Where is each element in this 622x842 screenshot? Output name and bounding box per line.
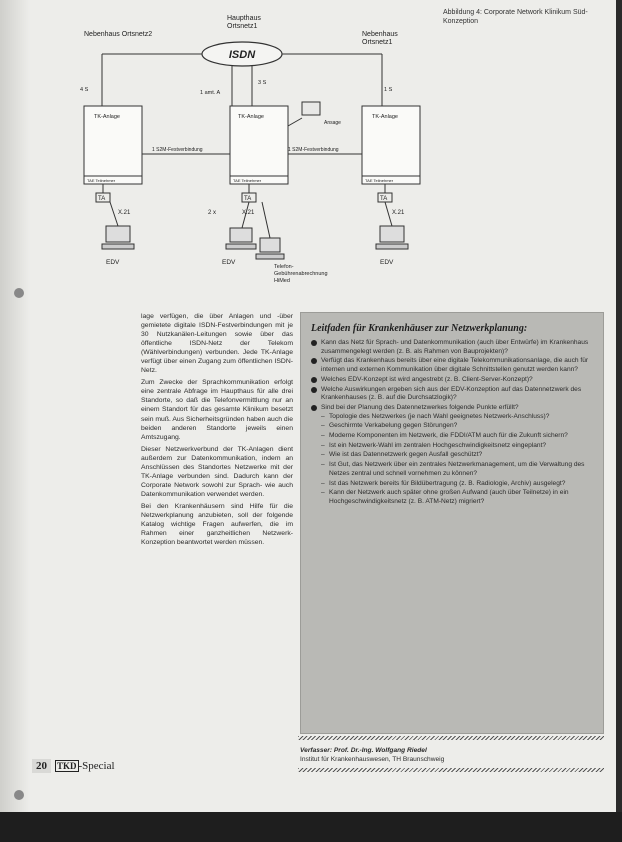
festverbindung-label-right: 1 S2M-Festverbindung <box>288 147 339 153</box>
guideline-list <box>311 339 597 507</box>
edv-label: EDV <box>380 259 394 266</box>
guideline-subitem-text: Geschirmte Verkabelung gegen Störungen? <box>329 422 458 430</box>
guideline-item-text: Welche Auswirkungen ergeben sich aus der EDV-Konzeption auf das Datennetzwerk des Krankenhauses (z. B. auf die Durchsatzlogik)? <box>321 385 582 402</box>
bullet-icon <box>311 340 317 346</box>
guideline-box <box>300 312 604 734</box>
guideline-subitem <box>321 480 597 489</box>
guideline-subitem <box>321 413 597 422</box>
magazine-logo: TKD <box>57 761 77 771</box>
author-name: Prof. Dr.-Ing. Wolfgang Riedel <box>333 747 427 754</box>
guideline-item <box>311 386 597 403</box>
guideline-item-text: Welches EDV-Konzept ist wird angestrebt (z. B. Client-Server-Konzept)? <box>321 375 533 383</box>
tk-anlage-label: TK-Anlage <box>372 114 398 120</box>
tk-teilnehmer-label: TAE Teilnehmer <box>365 178 394 183</box>
guideline-item-text: Verfügt das Krankenhaus bereits über eine digitale Telekommunikationsanlage, die auch für internen und externen Kommunikation über digitale Schnittstellen genutzt werden kann? <box>321 357 589 374</box>
bullet-icon <box>311 358 317 364</box>
dash-icon: – <box>321 432 325 440</box>
s0-left-label: 4 S <box>80 87 89 93</box>
tk-teilnehmer-label: TAE Teilnehmer <box>233 178 262 183</box>
guideline-subitem <box>321 489 597 506</box>
guideline-item-text: Kann das Netz für Sprach- und Datenkommunikation (auch über Entwürfe) im Krankenhaus zusammengelegt werden (z. B. als Rahmen von Bauprojekten)? <box>321 339 589 355</box>
body-paragraph: lage verfügen, die über Anlagen und -über gemietete digitale ISDN-Festverbindungen mit je 30 Nutzkanälen-Leitungen sowie über das öffentliche ISDN-Netz der Telekom (Wählverbindungen) verbunden. Jede TK-Anlage verfügt über einen Zugang zum öffentlichen ISDN-Netz. <box>141 313 293 375</box>
edv-label: EDV <box>106 259 120 266</box>
guideline-subitem-text: Kann der Netzwerk auch später ohne großen Aufwand (auch über Teilnetze) in ein Hochgeschwindigkeitsnetz (z. B. ATM-Netz) migriert? <box>329 489 569 505</box>
binder-hole <box>14 790 24 800</box>
guideline-sublist <box>321 413 597 507</box>
x21-label: X.21 <box>242 210 255 216</box>
guideline-subitem <box>321 442 597 451</box>
x21-label: X.21 <box>392 210 405 216</box>
author-block <box>300 746 600 764</box>
nebenhaus-left-label: Nebenhaus Ortsnetz2 <box>84 31 153 38</box>
dash-icon: – <box>321 441 325 449</box>
tk-anlage-label: TK-Anlage <box>94 114 120 120</box>
guideline-subitem-text: Topologie des Netzwerkes (je nach Wahl geeignetes Netzwerk-Anschluss)? <box>329 412 550 420</box>
guideline-subitem-text: Ist das Netzwerk bereits für Bildübertragung (z. B. Radiologie, Archiv) ausgelegt? <box>329 479 566 487</box>
bullet-icon <box>311 405 317 411</box>
guideline-subitem-text: Wie ist das Datennetzwerk gegen Ausfall geschützt? <box>329 451 483 459</box>
ansage-device-icon <box>302 102 320 115</box>
binder-hole <box>14 288 24 298</box>
magazine-name <box>55 760 115 772</box>
s0-right-label: 1 S <box>384 87 393 93</box>
telefon-abrechnung-label: Telefon-Gebührenabrechnung HiMed <box>274 264 328 284</box>
page-number: 20 <box>32 759 51 773</box>
page-footer <box>32 758 115 774</box>
ansage-label: Ansage <box>324 120 341 126</box>
guideline-subitem-text: Ist Gut, das Netzwerk über ein zentrales Netzwerkmanagement, um die Verwaltung des Netzes zentral und schnell vornehmen zu können? <box>329 461 585 477</box>
tk-teilnehmer-label: TAE Teilnehmer <box>87 178 116 183</box>
guideline-title: Leitfaden für Krankenhäuser zur Netzwerkplanung: <box>311 323 528 334</box>
guideline-item-text: Sind bei der Planung des Datennetzwerkes folgende Punkte erfüllt? <box>321 403 519 411</box>
computer-icon <box>256 202 284 259</box>
dash-icon: – <box>321 451 325 459</box>
dash-icon: – <box>321 461 325 469</box>
figure-caption: Abbildung 4: Corporate Network Klinikum Süd-Konzeption <box>443 9 588 25</box>
body-paragraph: Bei den Krankenhäusern sind Hilfe für die Netzwerkplanung anzubieten, soll der folgende Katalog wichtige Fragen aufwerfen, die im Rahmen einer ganzheitlichen Netzwerk-Konzeption beantwortet werden müssen. <box>141 502 293 547</box>
x21-count-label: 2 x <box>208 210 217 216</box>
s0-mid-label: 1 amt. A <box>200 90 221 96</box>
body-paragraph: Dieser Netzwerkverbund der TK-Anlagen dient außerdem zur Datenkommunikation, indem an Anschlüssen des Standortes Netzwerke mit der TK-Anlage verbunden sind. Dadurch kann der Corporate Network sowohl zur Sprach- wie auch Datenkommunikation verwendet werden. <box>141 445 293 498</box>
s2m-label: 3 S <box>258 80 267 86</box>
author-label: Verfasser: <box>300 747 333 754</box>
body-paragraph: Zum Zwecke der Sprachkommunikation erfolgt eine zentrale Abfrage im Haupthaus für alle drei Standorte, so daß die Telefonvermittlung nur an einem Standort für das gesamte Klinikum besetzt sein muß. Aus Sicherheitsgründen haben auch die beiden anderen Standorte jeweils einen Amtszugang. <box>141 379 293 441</box>
guideline-subitem-text: Ist ein Netzwerk-Wahl im zentralen Hochgeschwindigkeitsnetz eingeplant? <box>329 441 547 449</box>
zigzag-divider <box>298 768 604 772</box>
guideline-subitem <box>321 451 597 460</box>
guideline-item <box>311 376 597 385</box>
guideline-item <box>311 357 597 374</box>
guideline-subitem <box>321 422 597 431</box>
magazine-suffix: -Special <box>78 760 115 772</box>
guideline-item <box>311 404 597 507</box>
bullet-icon <box>311 377 317 383</box>
guideline-subitem <box>321 432 597 441</box>
guideline-subitem-text: Moderne Komponenten im Netzwerk, die FDDI/ATM auch für die Zukunft sichern? <box>329 432 568 440</box>
scan-bottom-edge <box>0 812 622 842</box>
bullet-icon <box>311 387 317 393</box>
network-diagram <box>62 6 432 296</box>
scan-edge <box>616 0 622 842</box>
dash-icon: – <box>321 422 325 430</box>
isdn-label: ISDN <box>228 49 256 61</box>
tk-anlage-label: TK-Anlage <box>238 114 264 120</box>
ta-label: TA <box>380 196 388 202</box>
scan-shadow <box>0 0 30 842</box>
dash-icon: – <box>321 412 325 420</box>
ta-label: TA <box>98 196 106 202</box>
festverbindung-label-left: 1 S2M-Festverbindung <box>152 147 203 153</box>
guideline-subitem <box>321 461 597 478</box>
nebenhaus-right-label: Nebenhaus Ortsnetz1 <box>362 31 398 46</box>
edv-label: EDV <box>222 259 236 266</box>
dash-icon: – <box>321 479 325 487</box>
zigzag-divider <box>298 736 604 740</box>
haupthaus-label: Haupthaus Ortsnetz1 <box>227 15 261 30</box>
x21-label: X.21 <box>118 210 131 216</box>
body-column <box>141 312 293 550</box>
dash-icon: – <box>321 489 325 497</box>
ta-label: TA <box>244 196 252 202</box>
guideline-item <box>311 339 597 356</box>
author-institute: Institut für Krankenhauswesen, TH Braunschweig <box>300 756 445 763</box>
